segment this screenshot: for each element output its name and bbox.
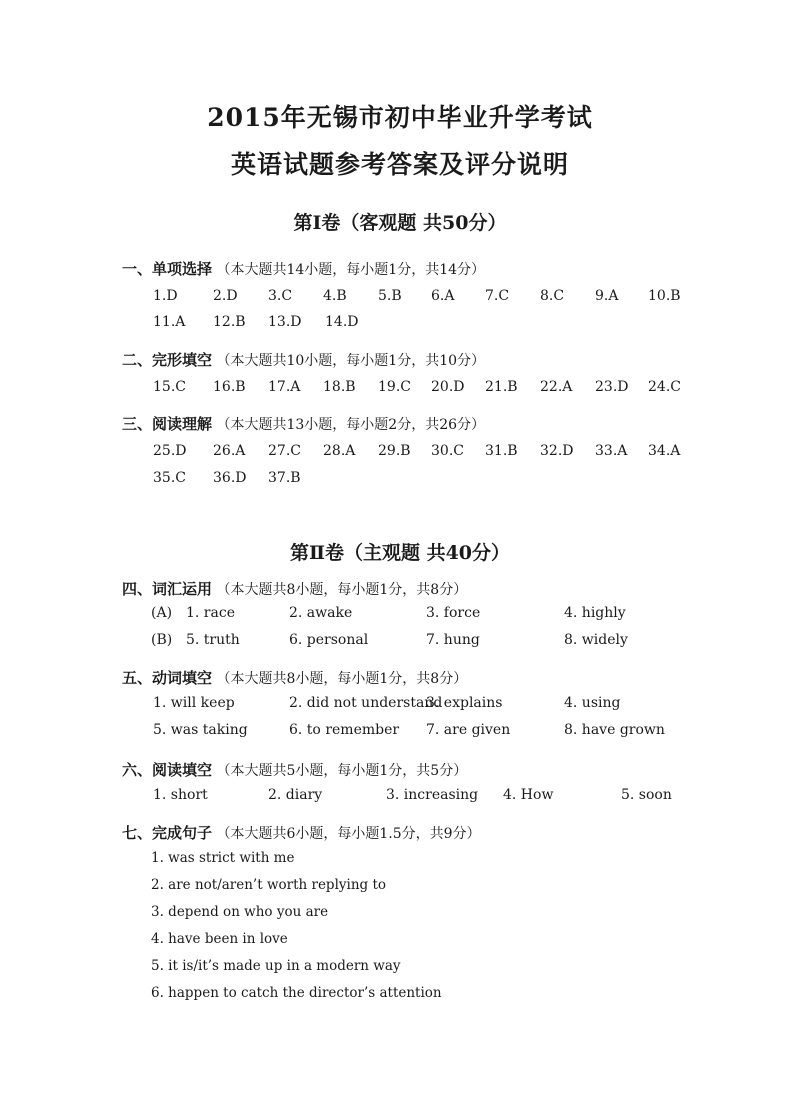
answer: 35.C [153, 470, 186, 486]
answer: 18.B [323, 379, 356, 395]
section-heading [122, 759, 467, 780]
answer: 10.B [648, 288, 681, 304]
answer: 27.C [268, 443, 301, 459]
section-heading [122, 822, 481, 843]
answer: 1.D [153, 288, 178, 304]
answer: 15.C [153, 379, 186, 395]
answer: 4. using [564, 695, 621, 711]
row-prefix: (A) [151, 605, 173, 621]
answer: 29.B [378, 443, 411, 459]
section-heading [122, 578, 467, 599]
answer: 30.C [431, 443, 464, 459]
section-heading [122, 349, 485, 370]
answer: 3. increasing [386, 787, 479, 803]
section-desc: （本大题共8小题，每小题1分，共8分） [216, 671, 468, 687]
answer: 2. diary [268, 787, 323, 803]
answer: 4.B [323, 288, 347, 304]
answer: 34.A [648, 443, 681, 459]
answer: 36.D [213, 470, 247, 486]
answer: 7. hung [426, 632, 480, 648]
answer: 5.B [378, 288, 402, 304]
answer: 20.D [431, 379, 465, 395]
answer: 32.D [540, 443, 574, 459]
section-heading [122, 667, 467, 688]
row-prefix: (B) [151, 632, 173, 648]
answer: 11.A [153, 314, 186, 330]
answer: 3.C [268, 288, 293, 304]
answer: 31.B [485, 443, 518, 459]
answer: 3. explains [426, 695, 503, 711]
answer: 1. short [153, 787, 208, 803]
section-desc: （本大题共13小题，每小题2分，共26分） [216, 417, 486, 433]
section-heading [122, 258, 485, 279]
answer: 19.C [378, 379, 411, 395]
answer: 33.A [595, 443, 628, 459]
sentence-answer: 2. are not/aren’t worth replying to [151, 877, 387, 893]
sentence-answer: 3. depend on who you are [151, 904, 329, 920]
sentence-answer: 1. was strict with me [151, 850, 295, 866]
document-title: 2015年无锡市初中毕业升学考试 [207, 103, 593, 132]
section-lead: 二、完形填空 [122, 351, 213, 369]
section-desc: （本大题共8小题，每小题1分，共8分） [216, 582, 468, 598]
answer: 23.D [595, 379, 629, 395]
answer: 2.D [213, 288, 238, 304]
answer: 17.A [268, 379, 301, 395]
sentence-answer: 4. have been in love [151, 931, 288, 947]
answer: 26.A [213, 443, 246, 459]
answer: 28.A [323, 443, 356, 459]
answer: 5. truth [186, 632, 240, 648]
answer: 14.D [325, 314, 359, 330]
answer: 21.B [485, 379, 518, 395]
answer: 13.D [268, 314, 302, 330]
section-desc: （本大题共10小题，每小题1分，共10分） [216, 353, 486, 369]
section-lead: 三、阅读理解 [122, 415, 213, 433]
answer: 8. have grown [564, 722, 665, 738]
part2-title: 第Ⅱ卷（主观题 共40分） [289, 542, 511, 564]
answer: 12.B [213, 314, 246, 330]
section-lead: 七、完成句子 [122, 824, 213, 842]
sentence-answer: 6. happen to catch the director’s attention [151, 985, 442, 1001]
answer: 2. awake [289, 605, 353, 621]
answer: 24.C [648, 379, 681, 395]
answer: 2. did not understand [289, 695, 443, 711]
document-subtitle: 英语试题参考答案及评分说明 [230, 150, 569, 179]
answer: 25.D [153, 443, 187, 459]
answer: 8.C [540, 288, 565, 304]
answer: 1. will keep [153, 695, 235, 711]
answer: 9.A [595, 288, 619, 304]
section-lead: 一、单项选择 [122, 260, 213, 278]
section-lead: 五、动词填空 [122, 669, 213, 687]
answer: 3. force [426, 605, 481, 621]
answer: 6.A [431, 288, 455, 304]
section-lead: 四、词汇运用 [122, 580, 213, 598]
answer: 5. soon [621, 787, 672, 803]
section-desc: （本大题共14小题，每小题1分，共14分） [216, 262, 486, 278]
answer: 37.B [268, 470, 301, 486]
answer: 6. personal [289, 632, 369, 648]
answer: 6. to remember [289, 722, 400, 738]
sentence-answer: 5. it is/it’s made up in a modern way [151, 958, 401, 974]
section-desc: （本大题共6小题，每小题1.5分，共9分） [216, 826, 481, 842]
answer: 7.C [485, 288, 510, 304]
answer: 16.B [213, 379, 246, 395]
answer: 1. race [186, 605, 235, 621]
section-desc: （本大题共5小题，每小题1分，共5分） [216, 763, 468, 779]
answer: 4. How [503, 787, 554, 803]
answer: 7. are given [426, 722, 511, 738]
section-heading [122, 413, 485, 434]
answer: 5. was taking [153, 722, 248, 738]
answer: 4. highly [564, 605, 626, 621]
answer: 8. widely [564, 632, 628, 648]
answer: 22.A [540, 379, 573, 395]
part1-title: 第Ⅰ卷（客观题 共50分） [293, 212, 507, 234]
section-lead: 六、阅读填空 [122, 761, 213, 779]
